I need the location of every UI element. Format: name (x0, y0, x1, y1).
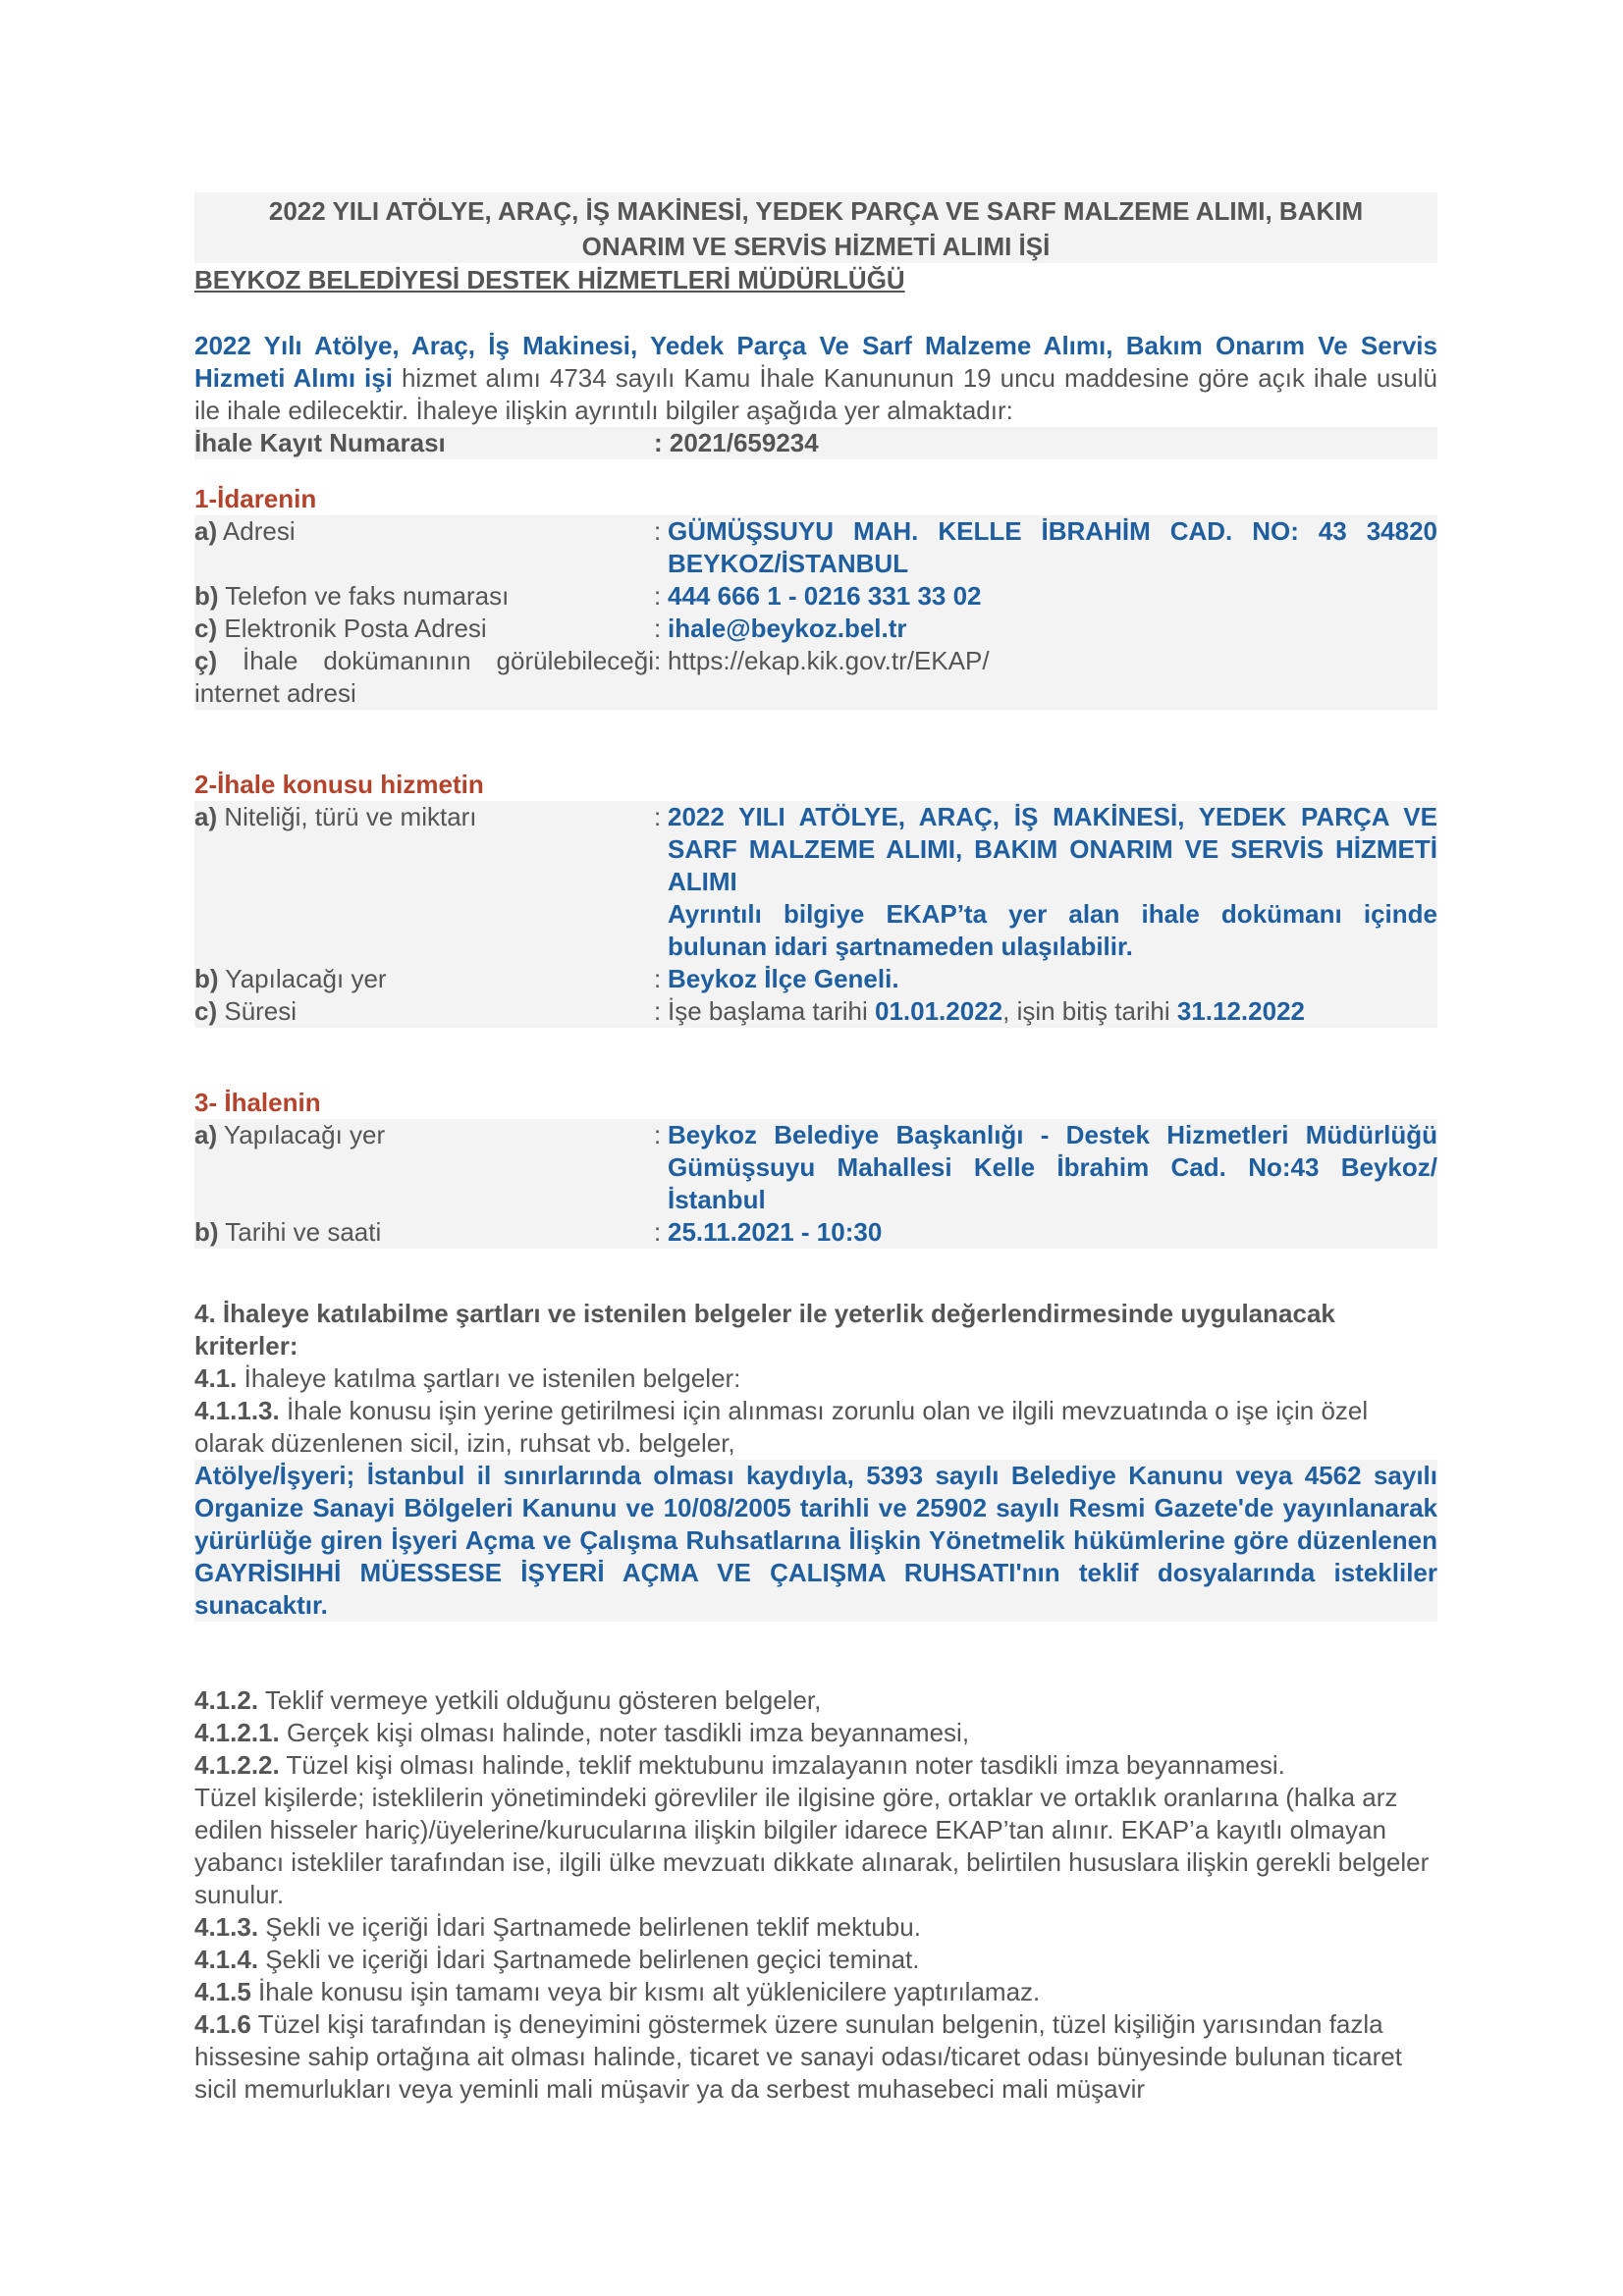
row-label-text: Yapılacağı yer (217, 1120, 386, 1149)
document-title (194, 192, 1437, 263)
row-key: c) (194, 614, 218, 643)
section2-table (194, 801, 1437, 1028)
intro-paragraph (194, 330, 1437, 427)
section1-row-website (194, 645, 1437, 710)
section2-heading (194, 769, 1437, 801)
end-label: , işin bitiş tarihi (1002, 996, 1177, 1026)
license-requirement: Atölye/İşyeri; İstanbul il sınırlarında olması kaydıyla, 5393 sayılı Belediye Kanunu veya 4562 sayılı Organize Sanayi Bölgeleri Kanunu ve 10/08/2005 tarihli ve 25902 sayılı Resmi Gazete'de yayınlanarak yürürlüğe giren İşyeri Açma ve Çalışma Ruhsatlarına İlişkin Yönetmelik hükümlerine göre düzenlenen GAYRİSIHHİ MÜESSESE İŞYERİ AÇMA VE ÇALIŞMA RUHSATI'nın teklif dosyalarında istekliler sunacaktır. (194, 1461, 1437, 1620)
row-label-text: Süresi (217, 996, 298, 1026)
datetime-value: 25.11.2021 - 10:30 (668, 1217, 883, 1247)
section4-heading: 4. İhaleye katılabilme şartları ve istenilen belgeler ile yeterlik değerlendirmesinde uygulanacak kriterler: (194, 1299, 1335, 1361)
row-key: b) (194, 581, 219, 611)
clause-text: Tüzel kişi tarafından iş deneyimini göstermek üzere sunulan belgenin, tüzel kişiliğin yarısından fazla hissesine sahip ortağına ait olması halinde, ticaret ve sanayi odası/ticaret odası bünyesinde bulunan ticaret sicil memurlukları veya yeminli mali müşavir ya da serbest muhasebeci mali müşavir (194, 2009, 1402, 2104)
row-label (194, 613, 654, 645)
start-date: 01.01.2022 (874, 996, 1003, 1026)
ikn-label: İhale Kayıt Numarası (194, 428, 446, 457)
row-label (194, 580, 654, 613)
section3-row-datetime (194, 1216, 1437, 1249)
clause-number: 4.1.2.2. (194, 1750, 280, 1780)
row-label (194, 1119, 654, 1216)
section1-row-phone (194, 580, 1437, 613)
row-label-text: Niteliği, türü ve miktarı (217, 802, 477, 831)
intro-bold: 2022 Yılı Atölye, Araç, İş Makinesi, Yedek Parça Ve Sarf Malzeme Alımı, Bakım Onarım Ve Servis Hizmeti Alımı işi (194, 331, 1437, 393)
section4-p8 (194, 1944, 1437, 1976)
document-page (194, 192, 1437, 2106)
section1-heading (194, 483, 1437, 515)
row-label (194, 801, 654, 963)
phone-value: 444 666 1 - 0216 331 33 02 (668, 581, 982, 611)
row-key: b) (194, 964, 219, 993)
section1-row-address (194, 515, 1437, 580)
section2-row-duration (194, 995, 1437, 1028)
row-label (194, 1216, 654, 1249)
clause-number: 4.1.1.3. (194, 1396, 280, 1425)
section4-p3 (194, 1684, 1437, 1717)
clause-number: 4.1.6 (194, 2009, 251, 2039)
row-colon: : (654, 581, 662, 611)
section1-row-email (194, 613, 1437, 645)
row-colon: : (654, 646, 662, 675)
row-colon: : (654, 614, 662, 643)
row-label-text: İhale dokümanının görülebileceği internet adresi (194, 646, 654, 708)
address-value: GÜMÜŞSUYU MAH. KELLE İBRAHİM CAD. NO: 43 34820 BEYKOZ/İSTANBUL (668, 516, 1437, 578)
row-label-text: Telefon ve faks numarası (218, 581, 510, 611)
row-label (194, 995, 654, 1028)
place-value: Beykoz İlçe Geneli. (668, 964, 899, 993)
row-colon: : (654, 1120, 662, 1149)
section1-table (194, 515, 1437, 710)
row-key: a) (194, 1120, 218, 1149)
section2-row-nature (194, 801, 1437, 963)
clause-number: 4.1. (194, 1363, 238, 1393)
clause-text: Teklif vermeye yetkili olduğunu gösteren belgeler, (258, 1685, 822, 1715)
clause-number: 4.1.3. (194, 1912, 259, 1942)
nature-title: 2022 YILI ATÖLYE, ARAÇ, İŞ MAKİNESİ, YEDEK PARÇA VE SARF MALZEME ALIMI, BAKIM ONARIM VE SERVİS HİZMETİ ALIMI (668, 802, 1437, 896)
section4-p10 (194, 2008, 1437, 2106)
ikn-value: : 2021/659234 (654, 428, 819, 457)
row-colon: : (654, 516, 662, 546)
row-colon: : (654, 802, 662, 831)
venue-value: Beykoz Belediye Başkanlığı - Destek Hizmetleri Müdürlüğü Gümüşsuyu Mahallesi Kelle İbrahim Cad. No:43 Beykoz/İstanbul (668, 1120, 1437, 1214)
section1-heading-num: 1- (194, 484, 218, 513)
row-colon: : (654, 964, 662, 993)
intro-rest: hizmet alımı 4734 sayılı Kamu İhale Kanununun 19 uncu maddesine göre açık ihale usulü ile ihale edilecektir. İhaleye ilişkin ayrıntılı bilgiler aşağıda yer almaktadır: (194, 363, 1437, 425)
section4-p5 (194, 1749, 1437, 1782)
clause-text: Gerçek kişi olması halinde, noter tasdikli imza beyannamesi, (279, 1718, 970, 1747)
section2-row-place (194, 963, 1437, 995)
section2-heading-text: İhale konusu hizmetin (217, 770, 484, 799)
clause-number: 4.1.5 (194, 1977, 251, 2006)
row-key: a) (194, 802, 218, 831)
row-colon: : (654, 996, 662, 1026)
title-line-1: 2022 YILI ATÖLYE, ARAÇ, İŞ MAKİNESİ, YEDEK PARÇA VE SARF MALZEME ALIMI, BAKIM (268, 196, 1364, 226)
row-label (194, 645, 654, 710)
section3-heading (194, 1087, 1437, 1119)
end-date: 31.12.2022 (1176, 996, 1305, 1026)
section4-p4 (194, 1717, 1437, 1749)
clause-text: Şekli ve içeriği İdari Şartnamede belirlenen teklif mektubu. (258, 1912, 921, 1942)
email-value[interactable]: ihale@beykoz.bel.tr (668, 614, 907, 643)
nature-detail: Ayrıntılı bilgiye EKAP’ta yer alan ihale dokümanı içinde bulunan idari şartnameden ulaşılabilir. (668, 899, 1437, 961)
section2-heading-num: 2- (194, 770, 218, 799)
ekap-link[interactable]: https://ekap.kik.gov.tr/EKAP/ (668, 646, 990, 675)
clause-text: Şekli ve içeriği İdari Şartnamede belirlenen geçici teminat. (258, 1945, 920, 1974)
title-line-2: ONARIM VE SERVİS HİZMETİ ALIMI İŞİ (581, 232, 1051, 261)
row-colon: : (654, 1217, 662, 1247)
row-key: a) (194, 516, 218, 546)
clause-text: İhale konusu işin yerine getirilmesi için alınması zorunlu olan ve ilgili mevzuatında o işe için özel olarak düzenlenen sicil, izin, ruhsat vb. belgeler, (194, 1396, 1369, 1458)
row-label-text: Adresi (217, 516, 296, 546)
clause-text: İhale konusu işin tamamı veya bir kısmı alt yüklenicilere yaptırılamaz. (250, 1977, 1041, 2006)
section4-p6: Tüzel kişilerde; isteklilerin yönetimindeki görevliler ile ilgisine göre, ortaklar ve ortaklık oranlarına (halka arz edilen hisseler hariç)/üyelerine/kurucularına ilişkin bilgiler idarece EKAP’tan alınır. EKAP’a kayıtlı olmayan yabancı istekliler tarafından ise, ilgili ülke mevzuatı dikkate alınarak, belirtilen hususlara ilişkin gerekli belgeler sunulur. (194, 1783, 1430, 1909)
nature-value (668, 801, 1437, 963)
section4-p2 (194, 1395, 1437, 1460)
section4-p9 (194, 1976, 1437, 2008)
ikn-row (194, 427, 1437, 459)
row-label-text: Tarihi ve saati (218, 1217, 382, 1247)
start-label: İşe başlama tarihi (668, 996, 875, 1026)
section3-heading-num: 3- (194, 1088, 225, 1117)
row-label-text: Elektronik Posta Adresi (217, 614, 487, 643)
row-label (194, 515, 654, 580)
clause-number: 4.1.4. (194, 1945, 259, 1974)
section3-row-venue (194, 1119, 1437, 1216)
row-key: ç) (194, 646, 218, 675)
section4-p7 (194, 1911, 1437, 1944)
row-label (194, 963, 654, 995)
section3-heading-text: İhalenin (224, 1088, 321, 1117)
document-subtitle: BEYKOZ BELEDİYESİ DESTEK HİZMETLERİ MÜDÜRLÜĞÜ (194, 265, 905, 294)
row-label-text: Yapılacağı yer (218, 964, 387, 993)
clause-number: 4.1.2. (194, 1685, 259, 1715)
row-key: c) (194, 996, 218, 1026)
clause-text: İhaleye katılma şartları ve istenilen belgeler: (237, 1363, 741, 1393)
clause-text: Tüzel kişi olması halinde, teklif mektubunu imzalayanın noter tasdikli imza beyannamesi. (279, 1750, 1285, 1780)
clause-number: 4.1.2.1. (194, 1718, 280, 1747)
row-key: b) (194, 1217, 219, 1247)
duration-value (668, 995, 1437, 1028)
section4-p1 (194, 1362, 1437, 1395)
section1-heading-text: İdarenin (217, 484, 317, 513)
section3-table (194, 1119, 1437, 1249)
